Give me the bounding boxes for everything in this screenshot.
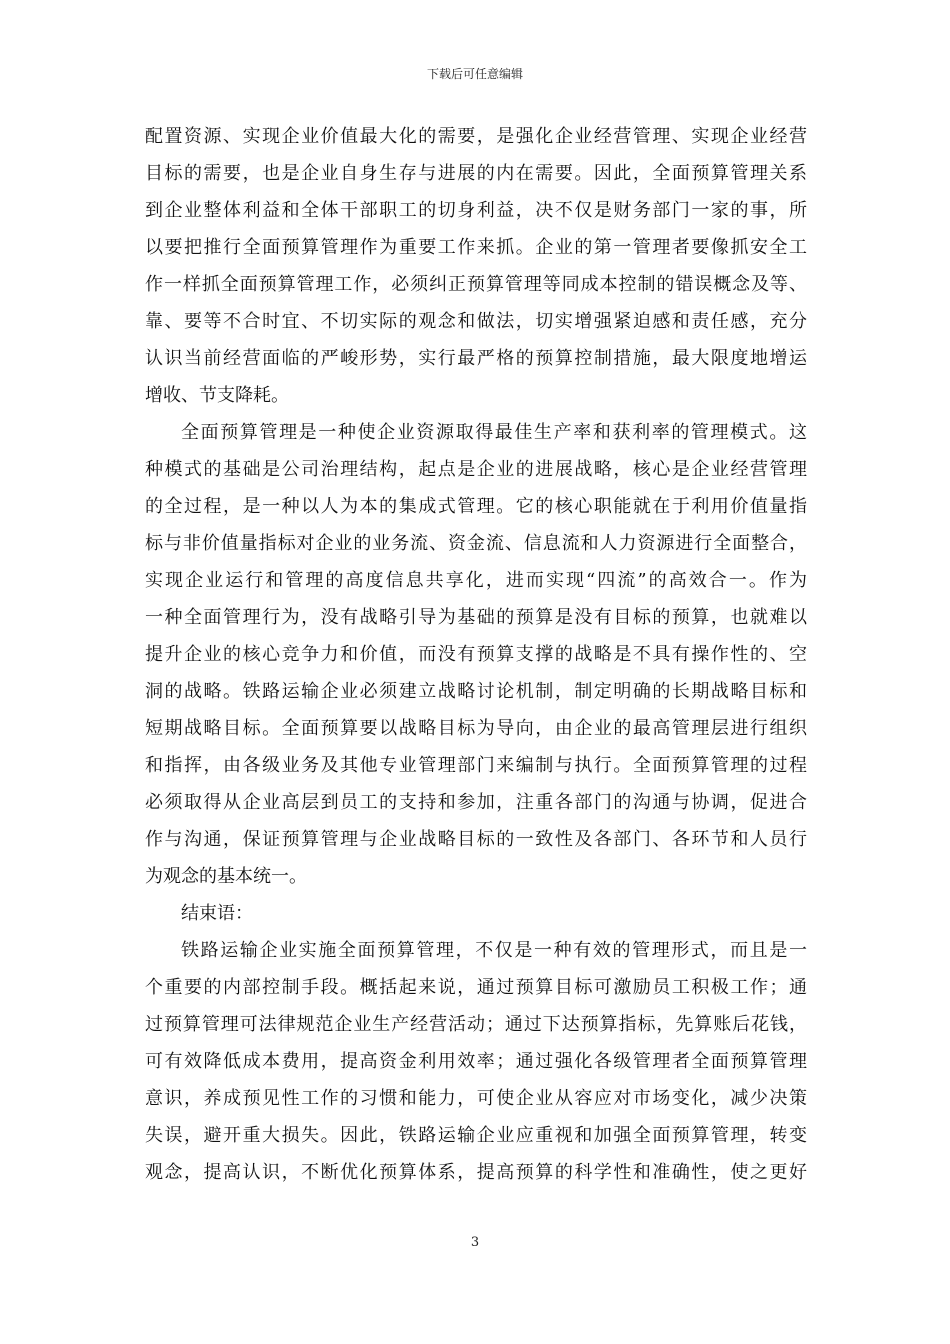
text-line: 洞的战略。铁路运输企业必须建立战略讨论机制，制定明确的长期战略目标和: [145, 681, 807, 702]
text-line: 结束语：: [181, 903, 253, 924]
text-line: 实现企业运行和管理的高度信息共享化，进而实现“四流”的高效合一。作为: [145, 570, 807, 591]
text-line: 意识，养成预见性工作的习惯和能力，可使企业从容应对市场变化，减少决策: [145, 1088, 807, 1109]
text-line: 到企业整体利益和全体干部职工的切身利益，决不仅是财务部门一家的事，所: [145, 200, 807, 221]
text-line: 失误，避开重大损失。因此，铁路运输企业应重视和加强全面预算管理，转变: [145, 1125, 807, 1146]
text-line: 过预算管理可法律规范企业生产经营活动；通过下达预算指标，先算账后花钱，: [145, 1014, 807, 1035]
text-line: 和指挥，由各级业务及其他专业管理部门来编制与执行。全面预算管理的过程: [145, 755, 807, 776]
text-line: 提升企业的核心竞争力和价值，而没有预算支撑的战略是不具有操作性的、空: [145, 644, 807, 665]
text-line: 配置资源、实现企业价值最大化的需要，是强化企业经营管理、实现企业经营: [145, 126, 807, 147]
conclusion-heading: [145, 895, 807, 932]
paragraph: [145, 118, 807, 414]
text-line: 的全过程，是一种以人为本的集成式管理。它的核心职能就在于利用价值量指: [145, 496, 807, 517]
text-line: 可有效降低成本费用，提高资金利用效率；通过强化各级管理者全面预算管理: [145, 1051, 807, 1072]
text-line: 认识当前经营面临的严峻形势，实行最严格的预算控制措施，最大限度地增运: [145, 348, 807, 369]
text-line: 作与沟通，保证预算管理与企业战略目标的一致性及各部门、各环节和人员行: [145, 829, 807, 850]
text-line: 观念，提高认识，不断优化预算体系，提高预算的科学性和准确性，使之更好: [145, 1162, 807, 1183]
document-body: [145, 118, 807, 1191]
text-line: 全面预算管理是一种使企业资源取得最佳生产率和获利率的管理模式。这: [181, 422, 807, 443]
text-line: 作一样抓全面预算管理工作，必须纠正预算管理等同成本控制的错误概念及等、: [145, 274, 807, 295]
text-line: 为观念的基本统一。: [145, 866, 307, 887]
paragraph: [145, 414, 807, 895]
text-line: 目标的需要，也是企业自身生存与进展的内在需要。因此，全面预算管理关系: [145, 163, 807, 184]
text-line: 铁路运输企业实施全面预算管理，不仅是一种有效的管理形式，而且是一: [181, 940, 807, 961]
text-line: 一种全面管理行为，没有战略引导为基础的预算是没有目标的预算，也就难以: [145, 607, 807, 628]
paragraph: [145, 932, 807, 1191]
page-header: 下载后可任意编辑: [426, 67, 523, 81]
text-line: 以要把推行全面预算管理作为重要工作来抓。企业的第一管理者要像抓安全工: [145, 237, 807, 258]
text-line: 必须取得从企业高层到员工的支持和参加，注重各部门的沟通与协调，促进合: [145, 792, 807, 813]
text-line: 靠、要等不合时宜、不切实际的观念和做法，切实增强紧迫感和责任感，充分: [145, 311, 807, 332]
text-line: 个重要的内部控制手段。概括起来说，通过预算目标可激励员工积极工作；通: [145, 977, 807, 998]
text-line: 短期战略目标。全面预算要以战略目标为导向，由企业的最高管理层进行组织: [145, 718, 807, 739]
text-line: 种模式的基础是公司治理结构，起点是企业的进展战略，核心是企业经营管理: [145, 459, 807, 480]
page-number: 3: [470, 1235, 480, 1250]
text-line: 增收、节支降耗。: [145, 385, 289, 406]
text-line: 标与非价值量指标对企业的业务流、资金流、信息流和人力资源进行全面整合，: [145, 533, 807, 554]
